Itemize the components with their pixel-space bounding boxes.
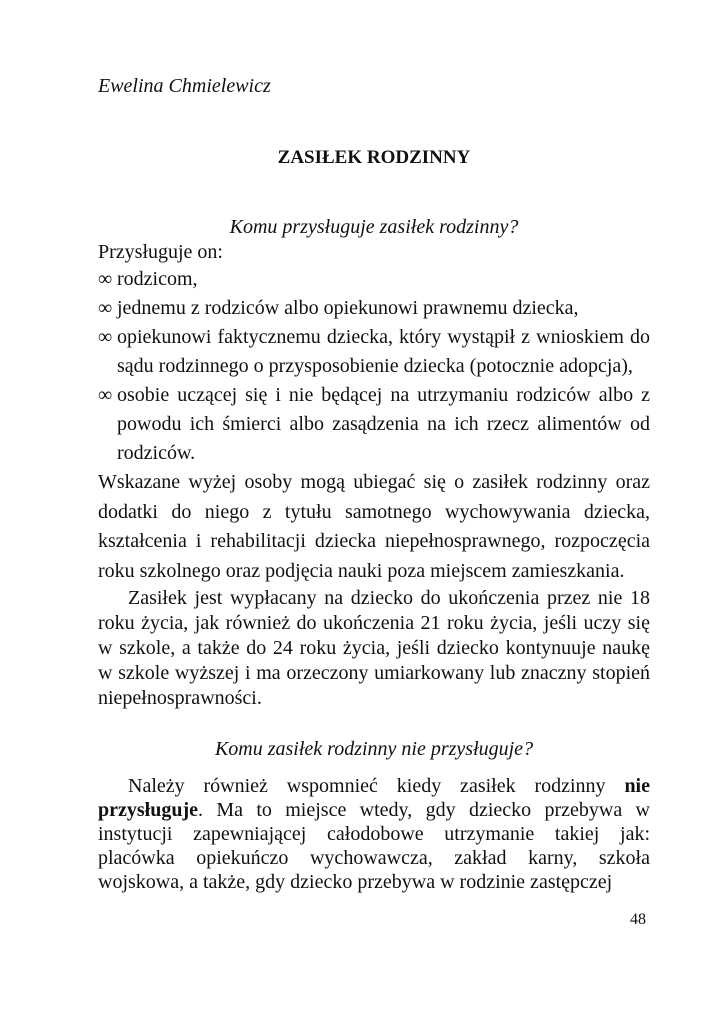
infinity-bullet-icon: ∞ [98,326,113,348]
list-item-text: opiekunowi faktycznemu dziecka, który wystąpił z wnioskiem do sądu rodzinnego o przysposobienie dziecka (potocznie adopcja), [117,326,650,377]
list-item-text: rodzicom, [117,268,198,290]
section-eligible [98,215,650,711]
eligible-list [98,265,650,468]
document-page [98,0,650,1024]
list-item [98,265,650,294]
list-item-text: osobie uczącej się i nie będącej na utrzymaniu rodziców albo z powodu ich śmierci albo zasądzenia na ich rzecz alimentów od rodziców. [117,384,650,464]
list-item-text: jednemu z rodziców albo opiekunowi prawnemu dziecka, [117,297,579,319]
section-heading-not-eligible: Komu zasiłek rodzinny nie przysługuje? [214,738,534,760]
list-item [98,294,650,323]
emphasis-not-eligible: nie przysługuje [98,775,650,821]
list-item [98,323,650,381]
infinity-bullet-icon: ∞ [98,384,113,406]
paragraph-supplements: Wskazane wyżej osoby mogą ubiegać się o zasiłek rodzinny oraz dodatki do niego z tytułu samotnego wychowywania dziecka, kształcenia i rehabilitacji dziecka niepełnosprawnego, rozpoczęcia roku szkolnego oraz podjęcia nauki poza miejscem zamieszkania. [98,471,650,582]
paragraph-text-start: Należy również wspomnieć kiedy zasiłek rodzinny [128,775,625,797]
author-name: Ewelina Chmielewicz [98,75,271,97]
list-item [98,381,650,468]
section-heading-eligible: Komu przysługuje zasiłek rodzinny? [229,216,519,238]
page-number: 48 [630,911,646,928]
chapter-title: ZASIŁEK RODZINNY [277,147,471,168]
paragraph-not-eligible [98,774,650,894]
paragraph-age-limits: Zasiłek jest wypłacany na dziecko do ukończenia przez nie 18 roku życia, jak również do ukończenia 21 roku życia, jeśli uczy się w szkole, a także do 24 roku życia, jeśli dziecko kontynuuje naukę w szkole wyższej i ma orzeczony umiarkowany lub znaczny stopień niepełnosprawności. [98,587,650,709]
paragraph-text-end: . Ma to miejsce wtedy, gdy dziecko przebywa w instytucji zapewniającej całodobowe utrzymanie takiej jak: placówka opiekuńczo wychowawcza, zakład karny, szkoła wojskowa, a także, gdy dziecko przebywa w rodzinie zastępczej [98,799,650,893]
infinity-bullet-icon: ∞ [98,297,113,319]
intro-text: Przysługuje on: [98,241,223,263]
infinity-bullet-icon: ∞ [98,268,113,290]
